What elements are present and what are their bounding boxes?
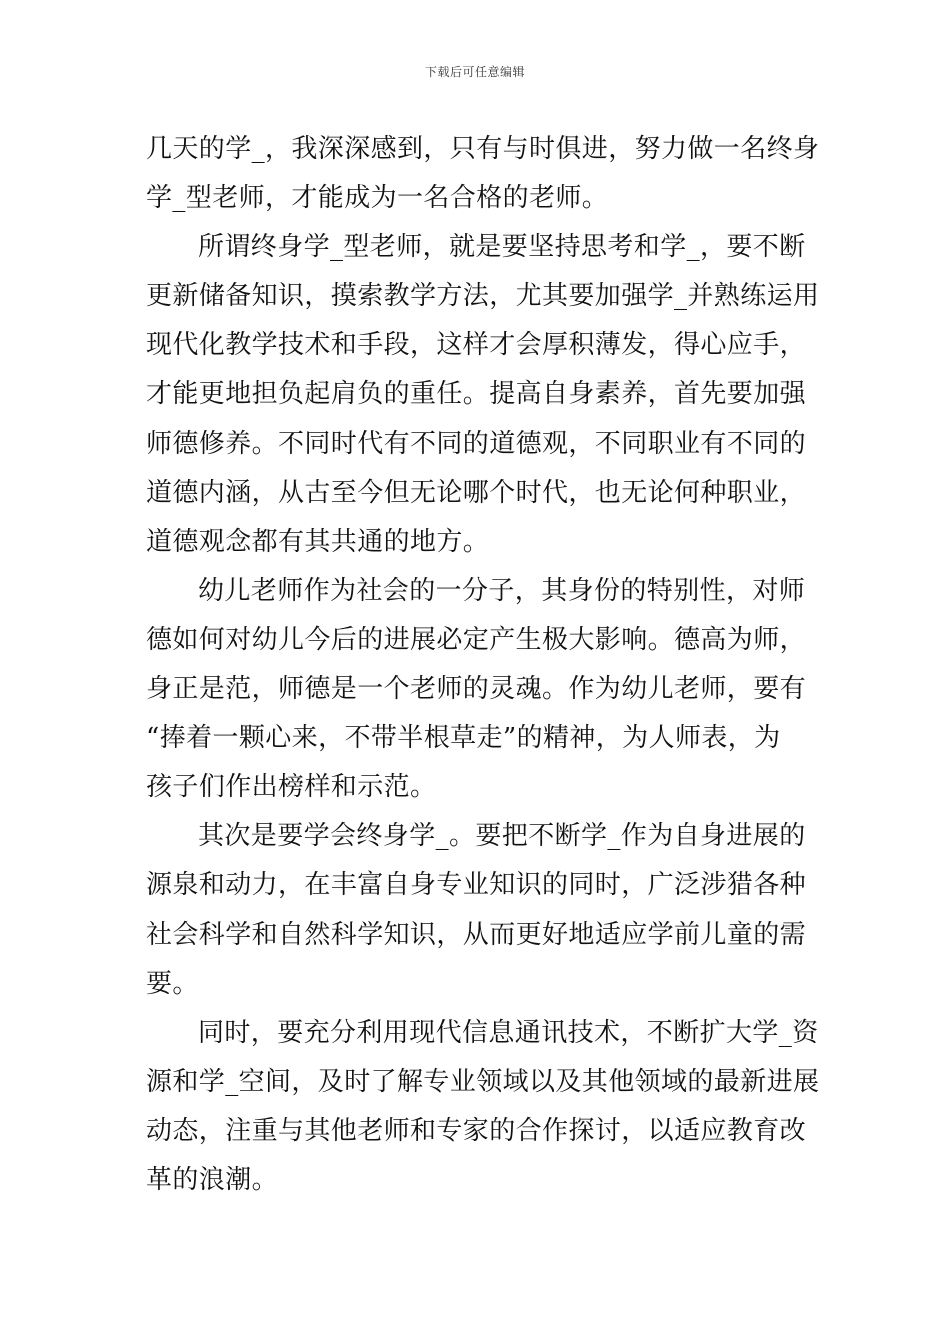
paragraph bbox=[146, 223, 820, 567]
text-line: 德如何对幼儿今后的进展必定产生极大影响。德高为师， bbox=[146, 624, 807, 655]
text-line: 学_型老师，才能成为一名合格的老师。 bbox=[146, 183, 609, 214]
text-line: 所谓终身学_型老师，就是要坚持思考和学_，要不断 bbox=[198, 232, 806, 263]
text-line: 革的浪潮。 bbox=[146, 1164, 279, 1195]
text-line: 道德内涵，从古至今但无论哪个时代，也无论何种职业， bbox=[146, 477, 807, 508]
text-line: 几天的学_，我深深感到，只有与时俱进，努力做一名终身 bbox=[146, 134, 820, 164]
text-line: 其次是要学会终身学_。要把不断学_作为自身进展的 bbox=[198, 821, 806, 852]
text-line: 社会科学和自然科学知识，从而更好地适应学前儿童的需 bbox=[146, 919, 807, 950]
text-line: 同时，要充分利用现代信息通讯技术，不断扩大学_资 bbox=[198, 1017, 819, 1048]
text-line: “捧着一颗心来，不带半根草走”的精神，为人师表，为 bbox=[146, 723, 781, 754]
text-line: 源和学_空间，及时了解专业领域以及其他领域的最新进展 bbox=[146, 1066, 820, 1097]
text-line: 身正是范，师德是一个老师的灵魂。作为幼儿老师，要有 bbox=[146, 674, 807, 705]
text-line: 更新储备知识，摸索教学方法，尤其要加强学_并熟练运用 bbox=[146, 281, 820, 312]
paragraph bbox=[146, 1009, 820, 1205]
paragraph bbox=[146, 567, 806, 812]
text-line: 动态，注重与其他老师和专家的合作探讨，以适应教育改 bbox=[146, 1115, 807, 1146]
text-line: 要。 bbox=[146, 968, 199, 999]
text-line: 孩子们作出榜样和示范。 bbox=[146, 772, 437, 803]
text-line: 才能更地担负起肩负的重任。提高自身素养，首先要加强 bbox=[146, 379, 807, 410]
paragraph bbox=[146, 125, 820, 223]
text-line: 道德观念都有其共通的地方。 bbox=[146, 526, 490, 557]
document-body bbox=[146, 125, 820, 1205]
text-line: 源泉和动力，在丰富自身专业知识的同时，广泛涉猎各种 bbox=[146, 870, 807, 901]
text-line: 现代化教学技术和手段，这样才会厚积薄发，得心应手， bbox=[146, 330, 807, 361]
page-header: 下载后可任意编辑 bbox=[424, 65, 525, 79]
paragraph bbox=[146, 812, 806, 1008]
text-line: 幼儿老师作为社会的一分子，其身份的特别性，对师 bbox=[198, 575, 806, 606]
text-line: 师德修养。不同时代有不同的道德观，不同职业有不同的 bbox=[146, 428, 807, 459]
